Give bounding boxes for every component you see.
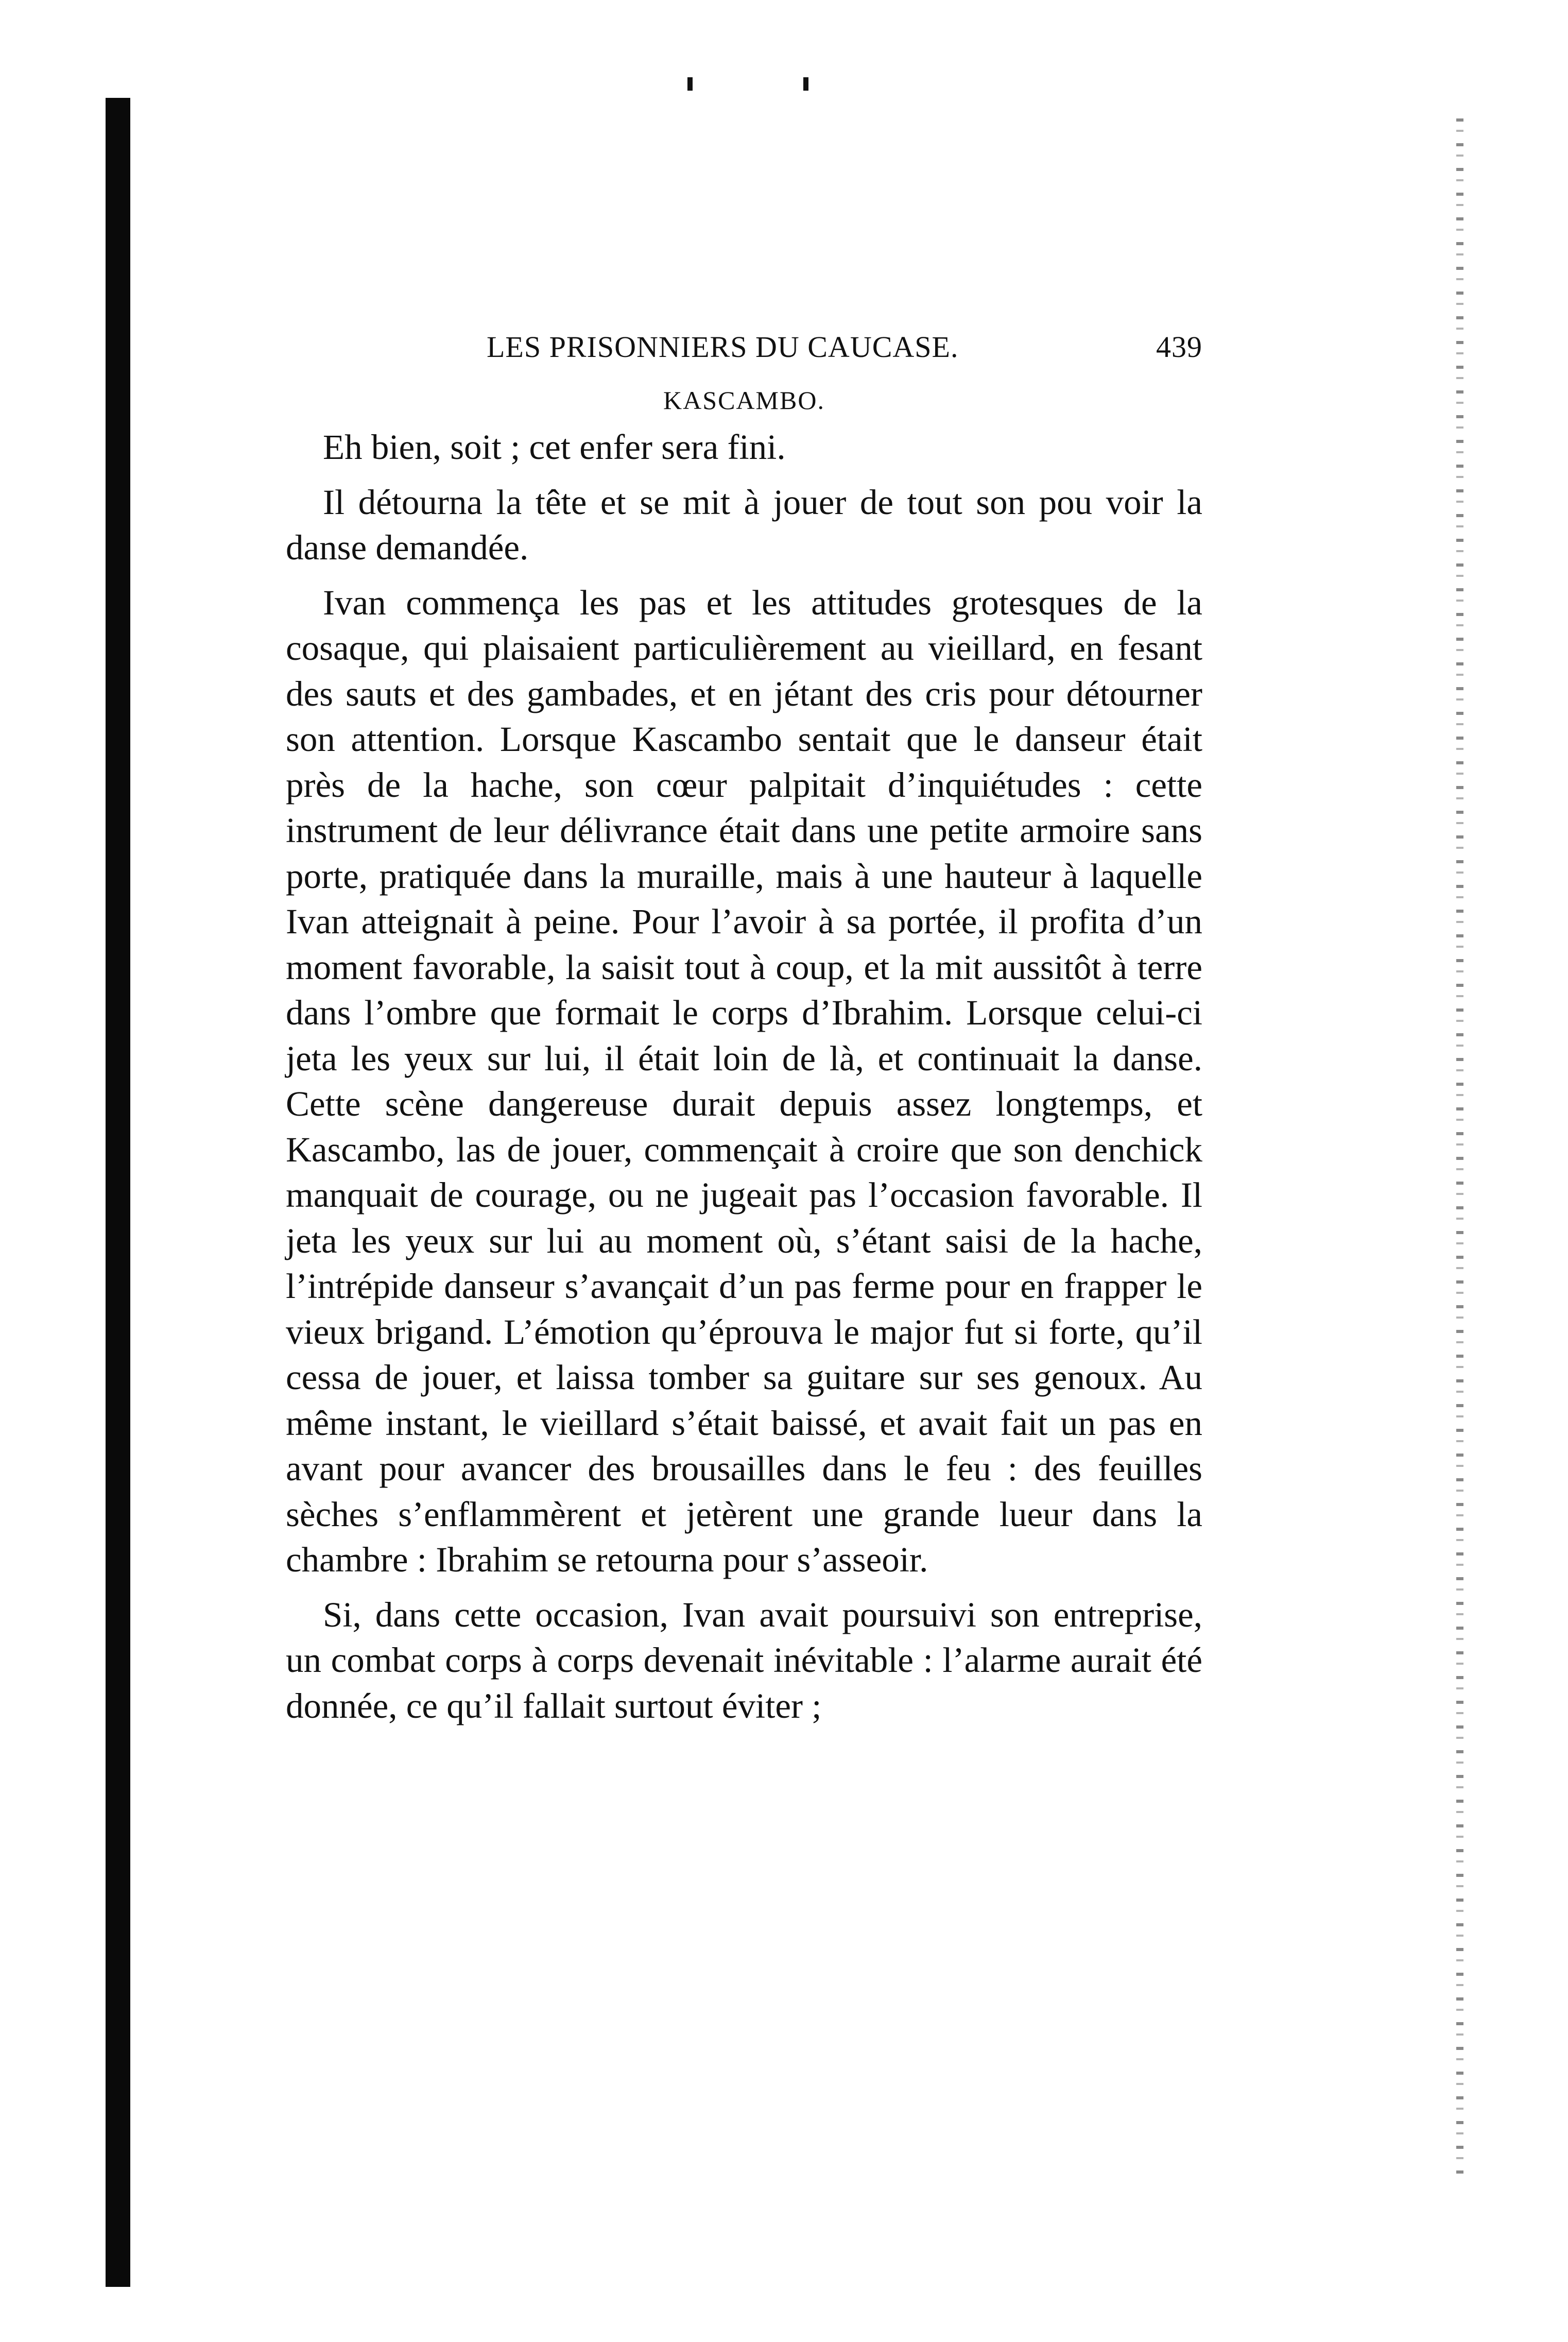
printer-mark [803,77,808,91]
paragraph: Eh bien, soit ; cet enfer sera fini. [323,428,786,467]
printer-mark [687,77,693,91]
binding-shadow [106,98,130,2287]
page-edge-speckle [1456,118,1463,2179]
speaker-name: KASCAMBO. [663,386,825,415]
page-number: 439 [1156,330,1202,364]
running-head [286,324,1202,371]
paragraph: Si, dans cette occasion, Ivan avait poursuivi son entreprise, un combat corps à corps devenait inévitable : l’alarme aurait été donnée, ce qu’il fallait surtout éviter ; [286,1595,1202,1725]
paragraph: Il détourna la tête et se mit à jouer de tout son pou voir la danse demandée. [286,482,1202,567]
paragraph: Ivan commença les pas et les attitudes grotesques de la cosaque, qui plaisaient particulièrement au vieillard, en fesant des sauts et des gambades, et en jétant des cris pour détourner son attention. Lorsque Kascambo sentait que le danseur était près de la hache, son cœur palpitait d’inquiétudes : cette instrument de leur délivrance était dans une petite armoire sans porte, pratiquée dans la muraille, mais à une hauteur à laquelle Ivan atteignait à peine. Pour l’avoir à sa portée, il profita d’un moment favorable, la saisit tout à coup, et la mit aussitôt à terre dans l’ombre que formait le corps d’Ibrahim. Lorsque celui-ci jeta les yeux sur lui, il était loin de là, et continuait la danse. Cette scène dangereuse durait depuis assez longtemps, et Kascambo, las de jouer, commençait à croire que son denchick manquait de courage, ou ne jugeait pas l’occasion favorable. Il jeta les yeux sur lui au moment où, s’étant saisi de la hache, l’intrépide danseur s’avançait d’un pas ferme pour en frapper le vieux brigand. L’émotion qu’éprouva le major fut si forte, qu’il cessa de jouer, et laissa tomber sa guitare sur ses genoux. Au même instant, le vieillard s’était baissé, et avait fait un pas en avant pour avancer des brousailles dans le feu : des feuilles sèches s’enflammèrent et jetèrent une grande lueur dans la chambre : Ibrahim se retourna pour s’asseoir. [286,583,1202,1579]
book-page [286,324,1202,1738]
running-head-title: LES PRISONNIERS DU CAUCASE. [487,330,959,364]
printer-marks [687,77,811,93]
